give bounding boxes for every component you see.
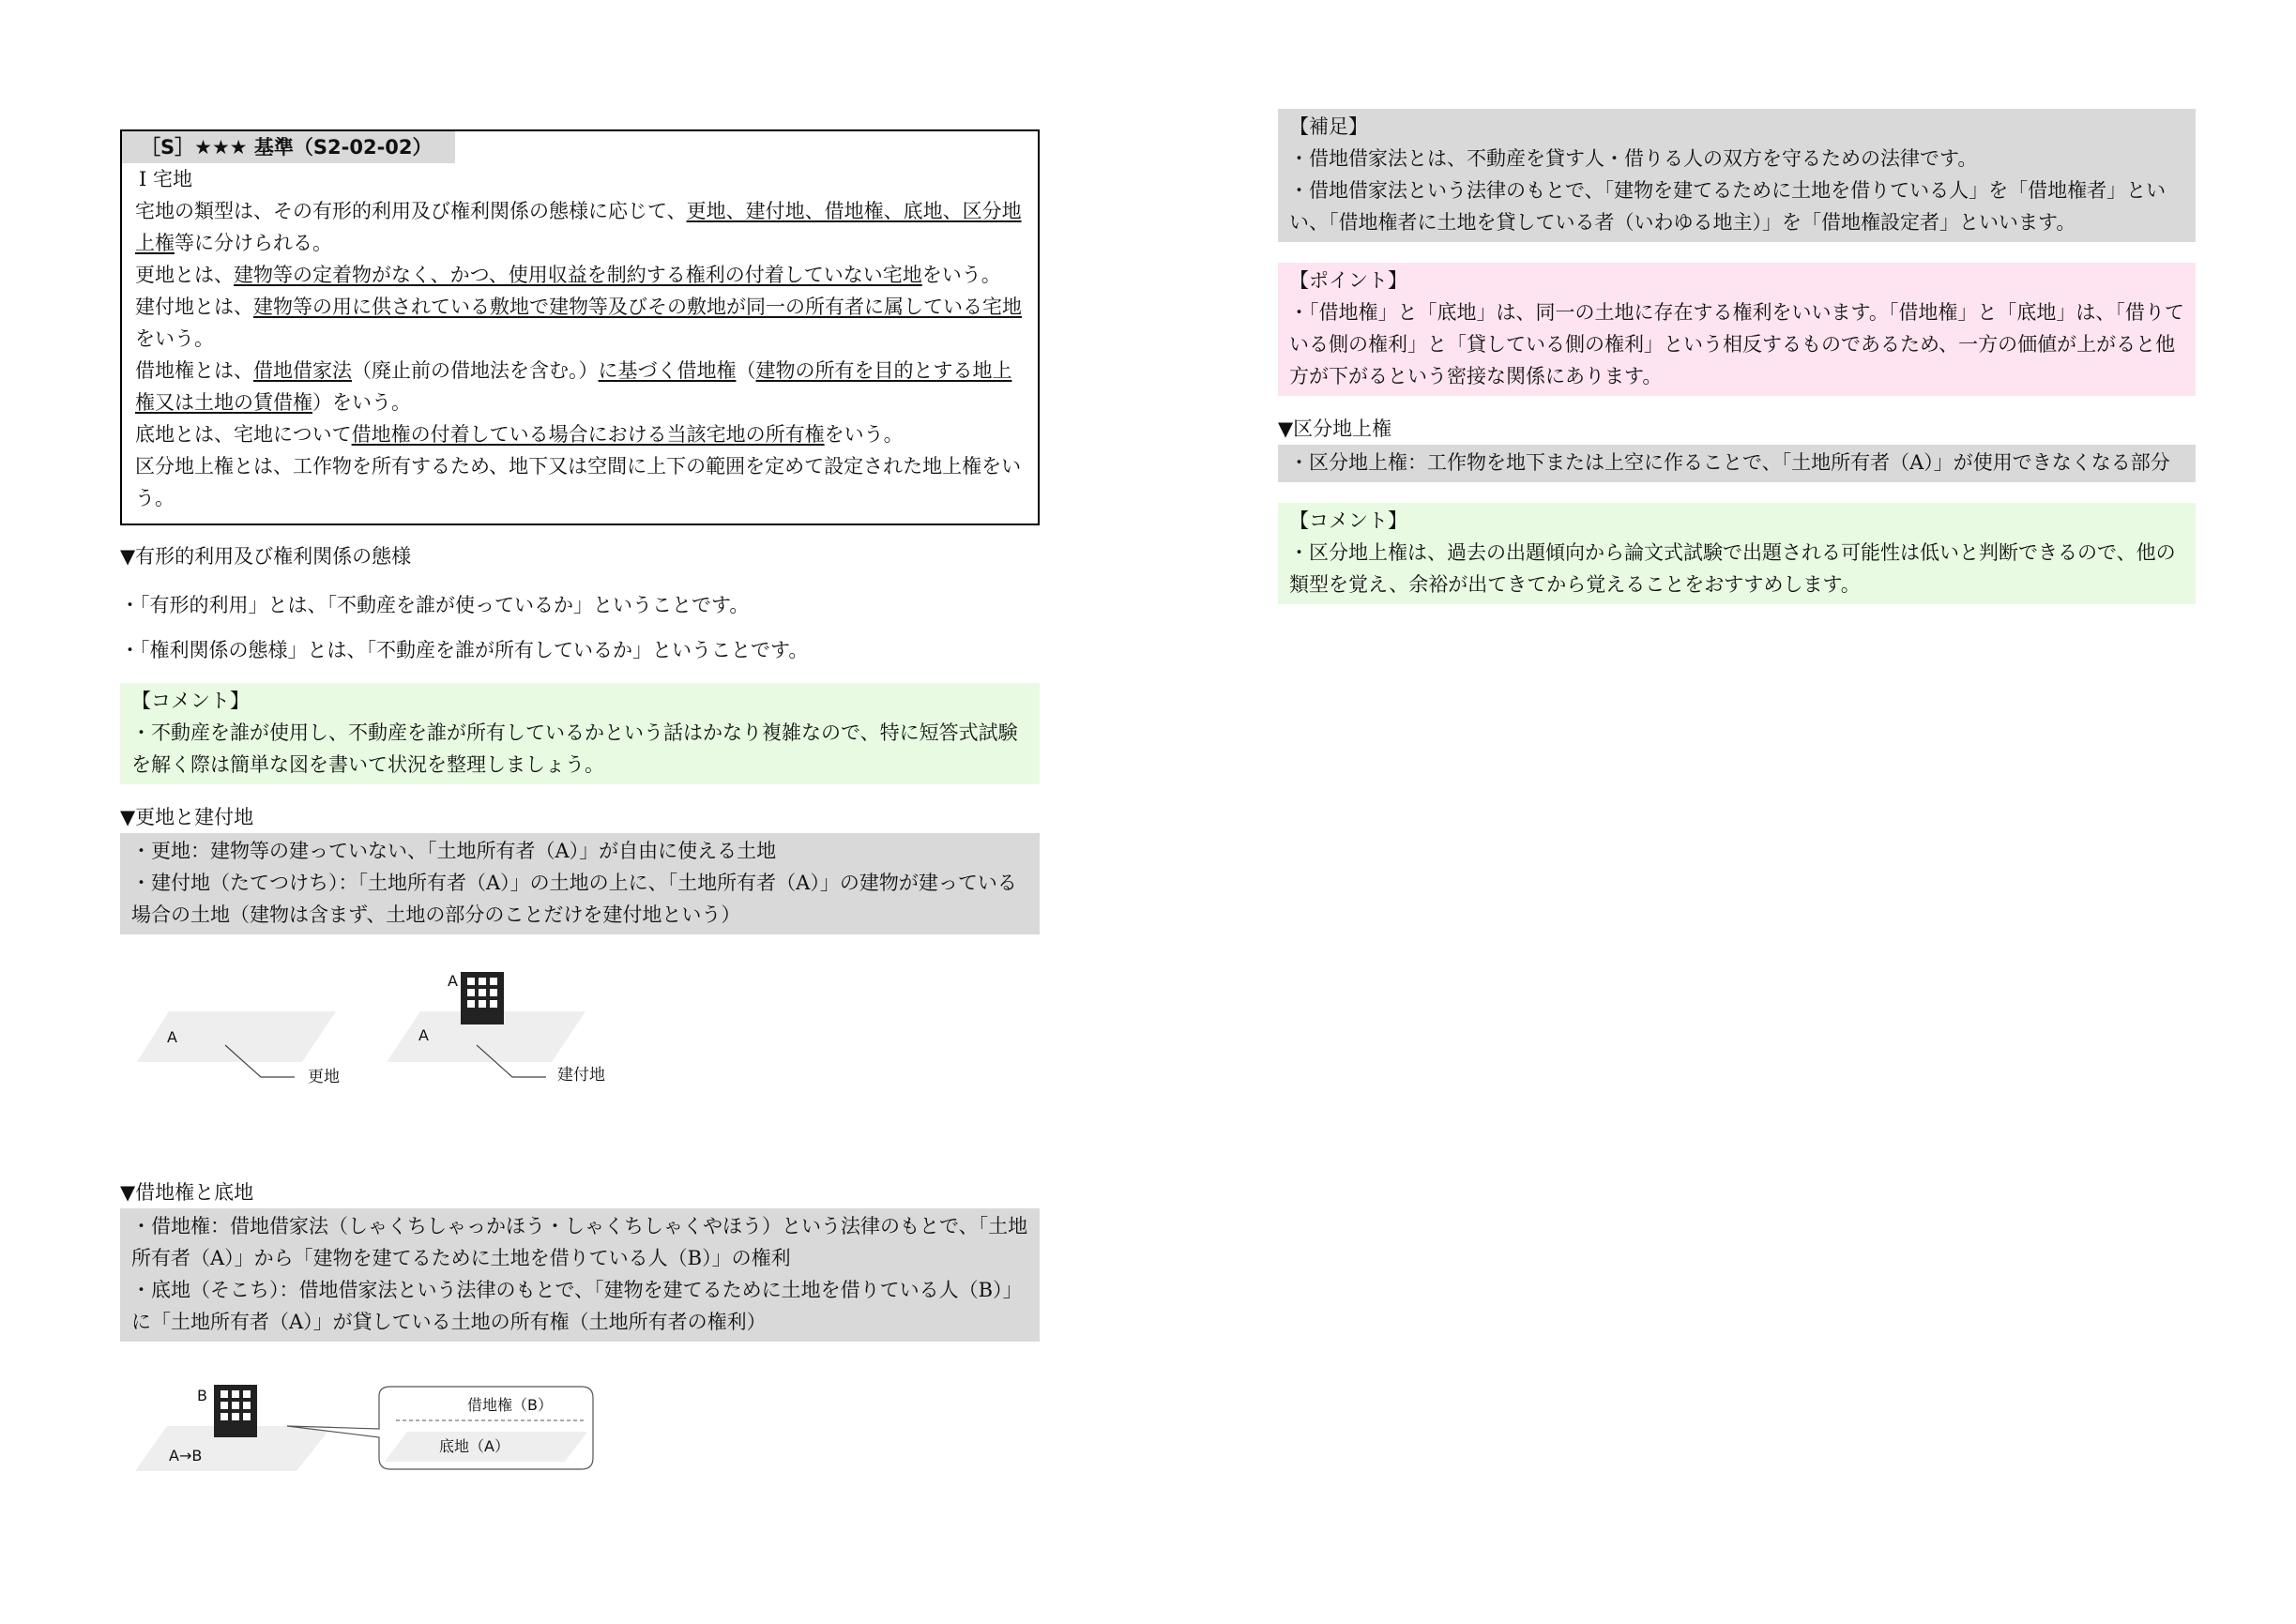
tatetsuke-text: ・建付地（たてつけち）：「土地所有者（A）」の土地の上に、「土地所有者（A）」の建物が建っている場合の土地（建物は含まず、土地の部分のことだけを建付地という） xyxy=(131,872,1017,926)
section-title: Ⅰ 宅地 xyxy=(139,168,192,190)
left-column xyxy=(120,129,1040,1525)
standard-box xyxy=(120,129,1040,525)
sarachi-diagram-svg xyxy=(120,972,608,1113)
comment-text: ・不動産を誰が使用し、不動産を誰が所有しているかという話はかなり複雑なので、特に短答式試験を解く際は簡単な図を書いて状況を整理しましょう。 xyxy=(131,721,1018,776)
right-column xyxy=(1278,109,2196,604)
comment-title-right: 【コメント】 xyxy=(1289,509,1407,532)
standard-paragraph: 底地とは、宅地について借地権の付着している場合における当該宅地の所有権をいう。 xyxy=(135,423,904,446)
sokochi-text: ・底地（そこち）：借地借家法という法律のもとで、「建物を建てるために土地を借りている人（B）」に「土地所有者（A）」が貸している土地の所有権（土地所有者の権利） xyxy=(131,1279,1023,1333)
standard-paragraph: 区分地上権とは、工作物を所有するため、地下又は空間に上下の範囲を定めて設定された地上権をいう。 xyxy=(135,455,1022,509)
kubun-text: ・区分地上権：工作物を地下または上空に作ることで、「土地所有者（A）」が使用できなくなる部分 xyxy=(1289,451,2170,474)
hosoku-text-1: ・借地借家法とは、不動産を貸す人・借りる人の双方を守るための法律です。 xyxy=(1289,147,1978,170)
sarachi-diagram xyxy=(120,972,1040,1169)
building-icon xyxy=(461,972,504,1024)
heading-usage: ▼有形的利用及び権利関係の態様 xyxy=(120,545,412,568)
hosoku-box xyxy=(1278,109,2196,242)
tenant-label-b: B xyxy=(197,1387,207,1404)
bullet-rights: ・「権利関係の態様」とは、「不動産を誰が所有しているか」ということです。 xyxy=(120,639,809,661)
kubun-box xyxy=(1278,445,2196,482)
point-title: 【ポイント】 xyxy=(1289,269,1407,292)
comment-box xyxy=(120,683,1040,784)
sarachi-box xyxy=(120,833,1040,934)
building-icon xyxy=(214,1385,257,1437)
hosoku-title: 【補足】 xyxy=(1289,115,1368,138)
label-sarachi: 更地 xyxy=(308,1068,340,1086)
comment-title: 【コメント】 xyxy=(131,690,250,712)
label-tatetsuke: 建付地 xyxy=(557,1066,605,1085)
bullet-usage: ・「有形的利用」とは、「不動産を誰が使っているか」ということです。 xyxy=(120,594,750,616)
shakuchi-diagram xyxy=(120,1385,1040,1525)
label-sokochi: 底地（A） xyxy=(439,1437,509,1455)
owner-label-a: A xyxy=(167,1028,177,1046)
heading-kubun: ▼区分地上権 xyxy=(1278,417,1392,440)
heading-sarachi: ▼更地と建付地 xyxy=(120,806,254,828)
point-box xyxy=(1278,263,2196,396)
standard-label: ［S］★★★ 基準（S2-02-02） xyxy=(122,131,455,163)
shakuchi-text: ・借地権：借地借家法（しゃくちしゃっかほう・しゃくちしゃくやほう）という法律のもとで、「土地所有者（A）」から「建物を建てるために土地を借りている人（B）」の権利 xyxy=(131,1215,1028,1269)
sarachi-text: ・更地：建物等の建っていない、「土地所有者（A）」が自由に使える土地 xyxy=(131,840,777,862)
standard-paragraph: 建付地とは、建物等の用に供されている敷地で建物等及びその敷地が同一の所有者に属している宅地をいう。 xyxy=(135,296,1022,350)
label-shakuchiken: 借地権（B） xyxy=(467,1396,553,1414)
shakuchi-box xyxy=(120,1208,1040,1342)
hosoku-text-2: ・借地借家法という法律のもとで、「建物を建てるために土地を借りている人」を「借地権者」といい、「借地権者に土地を貸している者（いわゆる地主）」を「借地権設定者」といいます。 xyxy=(1289,179,2167,234)
label-a-to-b: A→B xyxy=(169,1447,203,1465)
comment-box-right xyxy=(1278,503,2196,604)
standard-paragraph: 宅地の類型は、その有形的利用及び権利関係の態様に応じて、更地、建付地、借地権、底地、区分地上権等に分けられる。 xyxy=(135,200,1022,254)
standard-paragraph: 更地とは、建物等の定着物がなく、かつ、使用収益を制約する権利の付着していない宅地をいう。 xyxy=(135,264,1001,286)
comment-text-right: ・区分地上権は、過去の出題傾向から論文式試験で出題される可能性は低いと判断できるので、他の類型を覚え、余裕が出てきてから覚えることをおすすめします。 xyxy=(1289,541,2176,596)
standard-paragraph: 借地権とは、借地借家法（廃止前の借地法を含む。）に基づく借地権（建物の所有を目的とする地上権又は土地の賃借権）をいう。 xyxy=(135,359,1012,414)
point-text: ・「借地権」と「底地」は、同一の土地に存在する権利をいいます。「借地権」と「底地」は、「借りている側の権利」と「貸している側の権利」という相反するものであるため、一方の価値が上がると他方が下がるという密接な関係にあります。 xyxy=(1289,301,2184,387)
owner-label-a: A xyxy=(418,1026,429,1044)
heading-shakuchi: ▼借地権と底地 xyxy=(120,1181,254,1204)
building-owner-label-a: A xyxy=(448,972,458,990)
